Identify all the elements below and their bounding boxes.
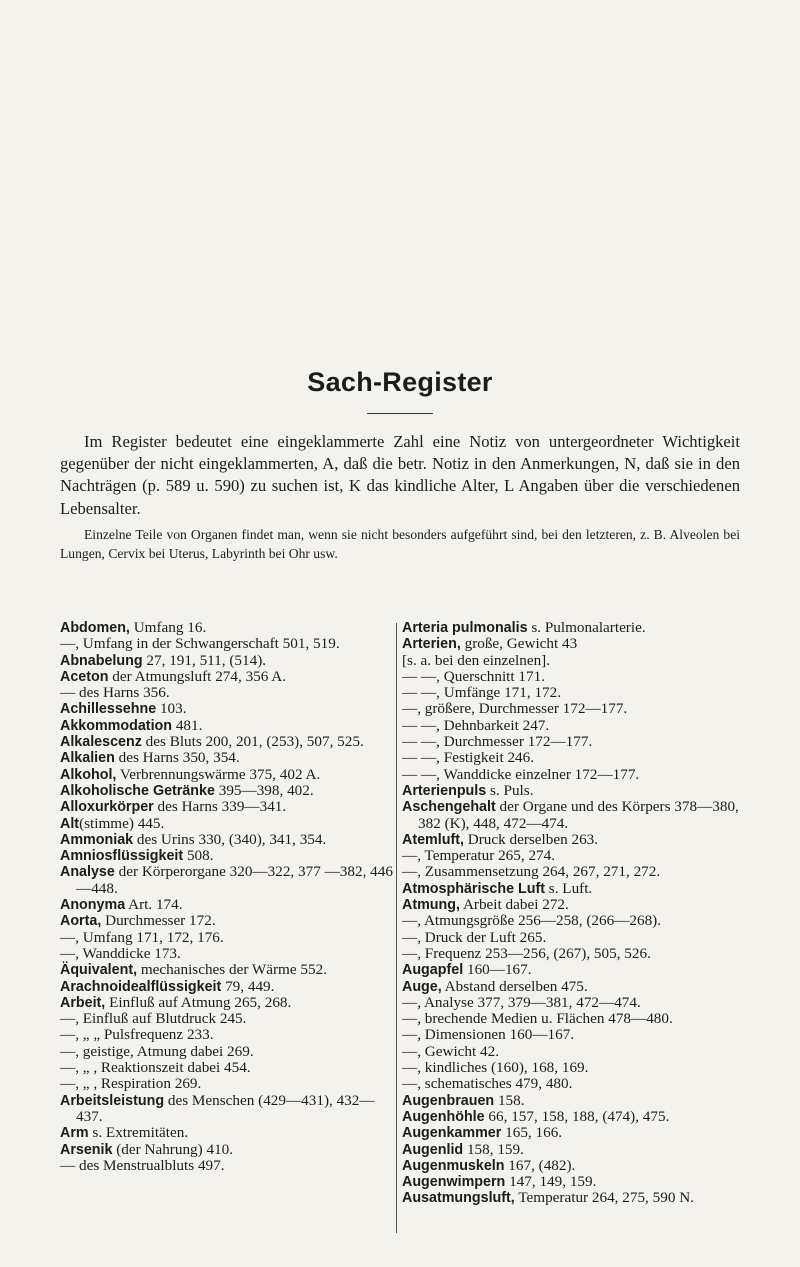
index-entry-term: Augenbrauen [402, 1092, 495, 1109]
index-entry-term: Atemluft, [402, 831, 464, 848]
index-entry-refs: —, Dimensionen 160—167. [402, 1026, 575, 1044]
index-entry [60, 962, 398, 978]
index-entry [60, 685, 398, 701]
index-entry-refs: —, geistige, Atmung dabei 269. [60, 1042, 254, 1060]
index-entry-refs: —, Wanddicke 173. [60, 944, 181, 962]
index-entry [60, 734, 398, 750]
index-entry-refs: 160—167. [463, 961, 532, 979]
page-title: Sach-Register [307, 367, 493, 397]
index-entry-refs: s. Extremitäten. [88, 1124, 189, 1142]
index-entry-term: Alt [60, 815, 80, 832]
index-entry-refs: —, Analyse 377, 379—381, 472—474. [402, 993, 641, 1011]
index-entry-refs: —, Umfang 171, 172, 176. [60, 928, 224, 946]
index-entry-refs: des Harns 339—341. [153, 798, 287, 816]
index-entry [402, 946, 740, 962]
index-entry-refs: Durchmesser 172. [101, 912, 216, 930]
index-entry [60, 848, 398, 864]
index-entry-refs: —, Druck der Luft 265. [402, 928, 547, 946]
index-entry [60, 669, 398, 685]
index-entry [60, 750, 398, 766]
title-rule [367, 413, 433, 414]
index-entry-term: Arm [60, 1125, 89, 1142]
index-entry [60, 636, 398, 652]
index-entry-term: Ammoniak [60, 831, 134, 848]
index-entry [402, 1011, 740, 1027]
index-entry [60, 1093, 398, 1126]
index-entry [402, 832, 740, 848]
index-entry-term: Arbeit, [60, 994, 106, 1011]
index-entry [60, 930, 398, 946]
index-entry-refs: des Harns 350, 354. [114, 749, 240, 767]
index-entry [60, 1027, 398, 1043]
index-entry-refs: —, schematisches 479, 480. [402, 1075, 573, 1093]
index-entry [60, 1044, 398, 1060]
index-entry [402, 1190, 740, 1206]
index-entry-refs: mechanisches der Wärme 552. [137, 961, 327, 979]
index-entry-refs: 165, 166. [501, 1124, 563, 1142]
index-entry-term: Alkalescenz [60, 734, 142, 751]
index-entry [402, 864, 740, 880]
column-divider [396, 623, 397, 1233]
index-column-left [60, 620, 398, 1174]
index-entry-refs: — —, Festigkeit 246. [402, 749, 535, 767]
index-entry [60, 816, 398, 832]
index-entry [402, 1174, 740, 1190]
index-entry [60, 979, 398, 995]
index-entry [402, 995, 740, 1011]
index-entry-term: Arterien, [402, 636, 461, 653]
index-entry-refs: Umfang 16. [129, 619, 207, 636]
index-entry [402, 620, 740, 636]
index-column-right [402, 620, 740, 1207]
index-entry-term: Aceton [60, 668, 109, 685]
index-entry-term: Akkommodation [60, 717, 173, 734]
index-entry-refs: —, Frequenz 253—256, (267), 505, 526. [402, 944, 651, 962]
index-entry-term: Augenlid [402, 1141, 464, 1158]
index-entry-term: Arteria pulmonalis [402, 620, 528, 636]
index-entry-term: Augapfel [402, 962, 464, 979]
index-entry-refs: 395—398, 402. [214, 781, 314, 799]
index-entry-term: Anonyma [60, 897, 126, 914]
index-entry-refs: 167, (482). [504, 1156, 576, 1174]
index-entry-refs: —, „ , Reaktionszeit dabei 454. [60, 1059, 251, 1077]
index-entry-refs: — —, Durchmesser 172—177. [402, 733, 593, 751]
index-entry-refs: s. Puls. [486, 781, 534, 799]
index-entry-refs: Druck derselben 263. [463, 830, 599, 848]
index-entry-refs: 66, 157, 158, 188, (474), 475. [484, 1107, 670, 1125]
index-entry [60, 783, 398, 799]
index-entry-refs: 158, 159. [463, 1140, 524, 1158]
index-entry [402, 767, 740, 783]
index-entry-term: Arbeitsleistung [60, 1092, 165, 1109]
index-entry-refs: Temperatur 264, 275, 590 N. [514, 1189, 694, 1207]
index-entry-refs: Art. 174. [125, 896, 183, 914]
index-entry-term: Augenkammer [402, 1125, 502, 1142]
index-entry [60, 799, 398, 815]
note-paragraph: Einzelne Teile von Organen findet man, wenn sie nicht besonders aufgeführt sind, bei den letzteren, z. B. Alveolen bei Lungen, Cervix bei Uterus, Labyrinth bei Ohr usw. [60, 527, 740, 561]
index-entry [60, 767, 398, 783]
index-entry [402, 897, 740, 913]
index-entry [60, 913, 398, 929]
index-entry-refs: [s. a. bei den einzelnen]. [402, 651, 551, 669]
index-entry-refs: — —, Umfänge 171, 172. [402, 684, 562, 702]
index-entry [402, 1044, 740, 1060]
index-entry [402, 930, 740, 946]
index-entry-term: Äquivalent, [60, 962, 138, 979]
index-entry-refs: große, Gewicht 43 [460, 635, 578, 653]
index-entry [60, 1011, 398, 1027]
index-entry [402, 734, 740, 750]
index-entry [402, 1060, 740, 1076]
index-entry-term: Alkoholische Getränke [60, 782, 215, 799]
index-entry-term: Abnabelung [60, 652, 143, 669]
index-entry-refs: (der Nahrung) 410. [112, 1140, 234, 1158]
index-entry [402, 1158, 740, 1174]
index-entry-refs: —, brechende Medien u. Flächen 478—480. [402, 1010, 673, 1028]
index-entry-refs: —, Umfang in der Schwangerschaft 501, 519. [60, 635, 340, 653]
index-entry [402, 750, 740, 766]
index-entry [402, 653, 740, 669]
index-entry-refs: des Bluts 200, 201, (253), 507, 525. [141, 733, 364, 751]
index-entry-refs: 103. [156, 700, 187, 718]
index-entry-refs: —, „ „ Pulsfrequenz 233. [60, 1026, 214, 1044]
index-entry-refs: — —, Wanddicke einzelner 172—177. [402, 765, 640, 783]
index-entry [60, 653, 398, 669]
index-entry-refs: 147, 149, 159. [505, 1173, 597, 1191]
index-entry-term: Analyse [60, 864, 115, 881]
index-entry [60, 701, 398, 717]
index-entry-refs: —, Gewicht 42. [402, 1042, 500, 1060]
index-entry-refs: des Urins 330, (340), 341, 354. [133, 830, 327, 848]
index-entry [402, 1109, 740, 1125]
index-entry-term: Aschengehalt [402, 799, 496, 816]
index-entry-term: Alkohol, [60, 766, 117, 783]
index-entry-term: Atmung, [402, 897, 460, 914]
index-entry-refs: Verbrennungswärme 375, 402 A. [116, 765, 321, 783]
index-entry-term: Arterienpuls [402, 782, 487, 799]
index-entry-refs: —, Atmungsgröße 256—258, (266—268). [402, 912, 662, 930]
index-entry [402, 669, 740, 685]
index-entry [402, 718, 740, 734]
index-entry [402, 701, 740, 717]
index-entry-refs: des Menschen (429—431), 432—437. [76, 1091, 375, 1125]
index-entry [402, 1125, 740, 1141]
index-entry-term: Augenwimpern [402, 1174, 506, 1191]
index-entry [60, 620, 398, 636]
index-entry-refs: 79, 449. [221, 977, 275, 995]
index-entry [402, 881, 740, 897]
index-entry [60, 995, 398, 1011]
index-entry [60, 1125, 398, 1141]
index-entry-refs: — des Menstrualbluts 497. [60, 1156, 225, 1174]
index-entry-refs: —, Zusammensetzung 264, 267, 271, 272. [402, 863, 661, 881]
index-entry-term: Abdomen, [60, 620, 130, 636]
index-entry [60, 718, 398, 734]
index-entry [402, 848, 740, 864]
index-entry [402, 962, 740, 978]
index-entry-refs: —, Einfluß auf Blutdruck 245. [60, 1010, 247, 1028]
index-entry [60, 897, 398, 913]
index-entry-term: Auge, [402, 978, 442, 995]
index-entry [60, 946, 398, 962]
index-entry-refs: s. Luft. [544, 879, 593, 897]
index-entry [402, 1093, 740, 1109]
index-entry-refs: — —, Querschnitt 171. [402, 667, 545, 685]
index-entry-term: Ausatmungsluft, [402, 1190, 515, 1207]
index-entry-refs: (stimme) 445. [79, 814, 165, 832]
index-entry-refs: der Körperorgane 320—322, 377 —382, 446—448. [76, 863, 393, 897]
index-entry [402, 979, 740, 995]
index-entry-refs: —, kindliches (160), 168, 169. [402, 1059, 589, 1077]
intro-paragraph: Im Register bedeutet eine eingeklammerte Zahl eine Notiz von untergeordneter Wichtigkeit gegenüber der nicht eingeklammerten, A, daß die betr. Notiz in den Anmerkungen, N, daß sie in den Nachträgen (p. 589 u. 590) zu suchen ist, K das kindliche Alter, L Angaben über die verschiedenen Lebensalter. [60, 432, 740, 518]
index-entry-term: Augenhöhle [402, 1108, 485, 1125]
index-entry-term: Atmosphärische Luft [402, 880, 545, 897]
index-entry-refs: — —, Dehnbarkeit 247. [402, 716, 550, 734]
index-entry-refs: — des Harns 356. [60, 684, 170, 702]
index-entry [60, 1060, 398, 1076]
index-entry [60, 864, 398, 897]
index-entry-refs: 508. [183, 847, 214, 865]
index-entry [402, 799, 740, 832]
index-entry-refs: —, Temperatur 265, 274. [402, 847, 556, 865]
index-entry-term: Augenmuskeln [402, 1157, 505, 1174]
index-entry-refs: 158. [494, 1091, 525, 1109]
index-entry-refs: der Organe und des Körpers 378—380, 382 (K), 448, 472—474. [418, 798, 739, 832]
index-entry [402, 636, 740, 652]
index-entry-refs: —, größere, Durchmesser 172—177. [402, 700, 628, 718]
index-entry [60, 1142, 398, 1158]
index-entry-refs: Einfluß auf Atmung 265, 268. [105, 993, 292, 1011]
index-entry [402, 1142, 740, 1158]
index-entry-term: Alkalien [60, 750, 115, 767]
index-entry [402, 1027, 740, 1043]
index-entry-refs: s. Pulmonalarterie. [527, 619, 646, 636]
index-entry [402, 1076, 740, 1092]
index-entry-term: Aorta, [60, 913, 102, 930]
index-entry-refs: Arbeit dabei 272. [459, 896, 569, 914]
index-entry [402, 913, 740, 929]
index-entry-term: Arsenik [60, 1141, 113, 1158]
index-entry-term: Alloxurkörper [60, 799, 154, 816]
index-entry-term: Arachnoidealflüssigkeit [60, 978, 222, 995]
index-entry [60, 1158, 398, 1174]
index-entry-refs: Abstand derselben 475. [441, 977, 588, 995]
index-entry [402, 783, 740, 799]
index-entry [60, 832, 398, 848]
index-entry-term: Amniosflüssigkeit [60, 848, 184, 865]
index-entry-refs: der Atmungsluft 274, 356 A. [108, 667, 287, 685]
index-entry-refs: 27, 191, 511, (514). [142, 651, 267, 669]
index-entry-term: Achillessehne [60, 701, 157, 718]
index-entry [60, 1076, 398, 1092]
index-entry-refs: —, „ , Respiration 269. [60, 1075, 202, 1093]
index-entry [402, 685, 740, 701]
index-entry-refs: 481. [172, 716, 203, 734]
